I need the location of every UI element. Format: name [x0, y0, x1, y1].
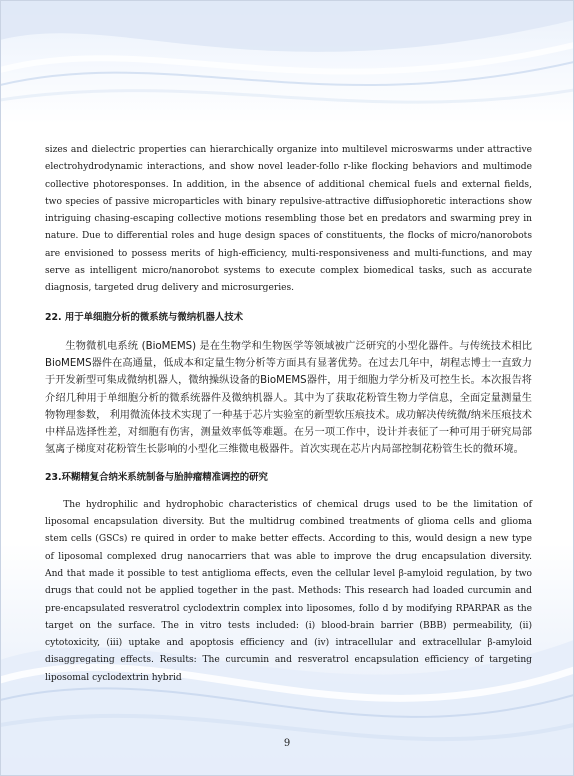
- section-22-paragraph: 生物微机电系统 (BioMEMS) 是在生物学和生物医学等领域被广泛研究的小型化器件。与传统技术相比 BioMEMS器件在高通量，低成本和定量生物分析等方面具有显著优势。在过去几年中，胡程志博士一直致力于开发新型可集成微纳机器人，微纳操纵设备的BioMEMS器件，用于细胞力学分析及可控生长。本次报告将介绍几种用于单细胞分析的微系统器件及微纳机器人。其中为了获取花粉管生物力学信息，全面定量测量生物物理参数， 利用微流体技术实现了一种基于芯片实验室的新型软压痕技术。成功解决传统微/纳米压痕技术中样品选择性差，对细胞有伤害，测量效率低等难题。在另一项工作中，设计并表征了一种可用于研究局部氢离子梯度对花粉管生长影响的小型化三维微电极器件。首次实现在芯片内局部控制花粉管生长的微环境。: [45, 340, 532, 456]
- section-23-paragraph: The hydrophilic and hydrophobic characteristics of chemical drugs used to be the limitation of liposomal encapsulation diversity. But the multidrug combined treatments of glioma cells and glioma stem cells (GSCs) re quired in order to make better effects. According to this, would design a new type of liposomal complexed drug nanocarriers that was able to improve the drug encapsulation diversity. And that made it possible to test antiglioma effects, even the cellular level β-amyloid regulation, by two drugs that could not be applied together in the past. Methods: This research had loaded curcumin and pre-encapsulated resveratrol cyclodextrin complex into liposomes, follo d by modifying RPARPAR as the target on the surface. The in vitro tests included: (i) blood-brain barrier (BBB) permeability, (ii) cytotoxicity, (iii) uptake and apoptosis efficiency and (iv) intracellular and extracellular β-amyloid disaggregating effects. Results: The curcumin and resveratrol encapsulation efficiency of targeting liposomal cyclodextrin hybrid: [45, 499, 532, 683]
- continuation-paragraph: sizes and dielectric properties can hierarchically organize into multilevel microswarms under attractive electrohydrodynamic interactions, and show novel leader-follo r-like flocking behaviors and multimode collective photoresponses. In addition, in the absence of additional chemical fuels and external fields, two species of passive microparticles with binary repulsive-attractive diffusiophoretic interactions show intriguing chasing-escaping collective motions resembling those bet en predators and swarming prey in nature. Due to differential roles and huge design spaces of constituents, the flocks of micro/nanorobots are envisioned to possess merits of high-efficiency, multi-responsiveness and multi-functions, and may serve as intelligent micro/nanorobot systems to execute complex biomedical tasks, such as accurate diagnosis, targeted drug delivery and microsurgeries.: [45, 145, 532, 294]
- section-23-heading: 23.环糊精复合纳米系统制备与胎肿瘤精准调控的研究: [45, 471, 268, 483]
- page-content: [45, 142, 532, 687]
- section-22-heading: 22. 用于单细胞分析的微系统与微纳机器人技术: [45, 311, 243, 323]
- header-wave-decoration: [0, 0, 574, 130]
- page-number: 9: [283, 738, 291, 749]
